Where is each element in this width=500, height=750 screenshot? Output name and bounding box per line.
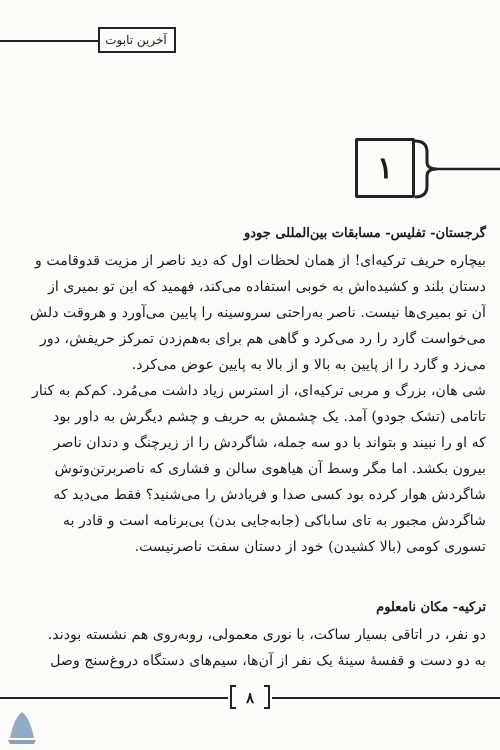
text-line: شاگردش هوار کرده بود کسی صدا و فریادش را می‌شنید؟ فقط می‌دید که bbox=[53, 487, 486, 503]
text-line: می‌خواست گارد را رد می‌کرد و گاهی هم برای به‌هم‌زدن تمرکز حریفش، دور bbox=[40, 331, 486, 347]
page-number-box bbox=[228, 683, 272, 713]
text-line: تسوری کومی (بالا کشیدن) خود از دستان سفت ناصرنیست. bbox=[134, 539, 486, 555]
chapter-number-box bbox=[355, 138, 415, 198]
chapter-marker bbox=[355, 138, 500, 200]
chapter-number: ۱ bbox=[376, 150, 394, 186]
running-header bbox=[98, 27, 172, 53]
book-title: آخرین تابوت bbox=[105, 33, 167, 47]
text-line: شی هان، بزرگ و مربی ترکیه‌ای، از استرس زیاد داشت می‌مُرد. کم‌کم به کنار bbox=[32, 383, 486, 399]
text-line: شاگردش مجبور به تای ساباکی (جابه‌جایی بدن) بی‌برنامه است و قادر به bbox=[62, 513, 486, 529]
text-line: دستان بلند و کشیده‌اش به خوبی استفاده می‌کند، فهمید که این تو بمیری از bbox=[48, 279, 486, 295]
text-line: می‌زد و گارد را از پایین به بالا و از بالا به پایین عوض می‌کرد. bbox=[131, 357, 486, 373]
section-heading: ترکیه- مکان نامعلوم bbox=[376, 600, 486, 615]
text-line: دو نفر، در اتاقی بسیار ساکت، با نوری معمولی، روبه‌روی هم نشسته بودند. bbox=[47, 627, 486, 643]
brace-ornament-icon bbox=[413, 138, 500, 200]
text-line: به دو دست و قفسهٔ سینهٔ یک نفر از آن‌ها، سیم‌های دستگاه دروغ‌سنج وصل bbox=[50, 653, 486, 669]
footer-rule bbox=[272, 697, 500, 699]
watermark-logo-icon bbox=[4, 706, 40, 746]
text-line: که او را نبیند و بتواند با دو سه جمله، شاگردش را از زیرچنگ و دندان ناصر bbox=[53, 435, 486, 451]
text-line: آن تو بمیری‌ها نیست. ناصر به‌راحتی سروسینه را پایین می‌آورد و هروقت دلش bbox=[29, 305, 486, 321]
page-number: ۸ bbox=[245, 689, 255, 707]
section-body bbox=[14, 248, 486, 560]
header-bracket bbox=[168, 27, 176, 53]
text-line: تاتامی (تشک جودو) آمد. یک چشمش به حریف و چشم دیگرش به داور بود bbox=[53, 409, 486, 425]
section-heading: گرجستان- تفلیس- مسابقات بین‌المللی جودو bbox=[243, 226, 486, 241]
header-rule bbox=[0, 40, 100, 42]
page-footer bbox=[0, 683, 500, 713]
text-line: بیچاره حریف ترکیه‌ای! از همان لحظات اول که دید ناصر از مزیت قدوقامت و bbox=[34, 253, 486, 269]
section-body bbox=[14, 622, 486, 674]
text-line: بیرون بکشد. اما مگر وسط آن هیاهوی سالن و فشاری که ناصربرتن‌وتوش bbox=[54, 461, 486, 477]
footer-rule bbox=[0, 697, 228, 699]
